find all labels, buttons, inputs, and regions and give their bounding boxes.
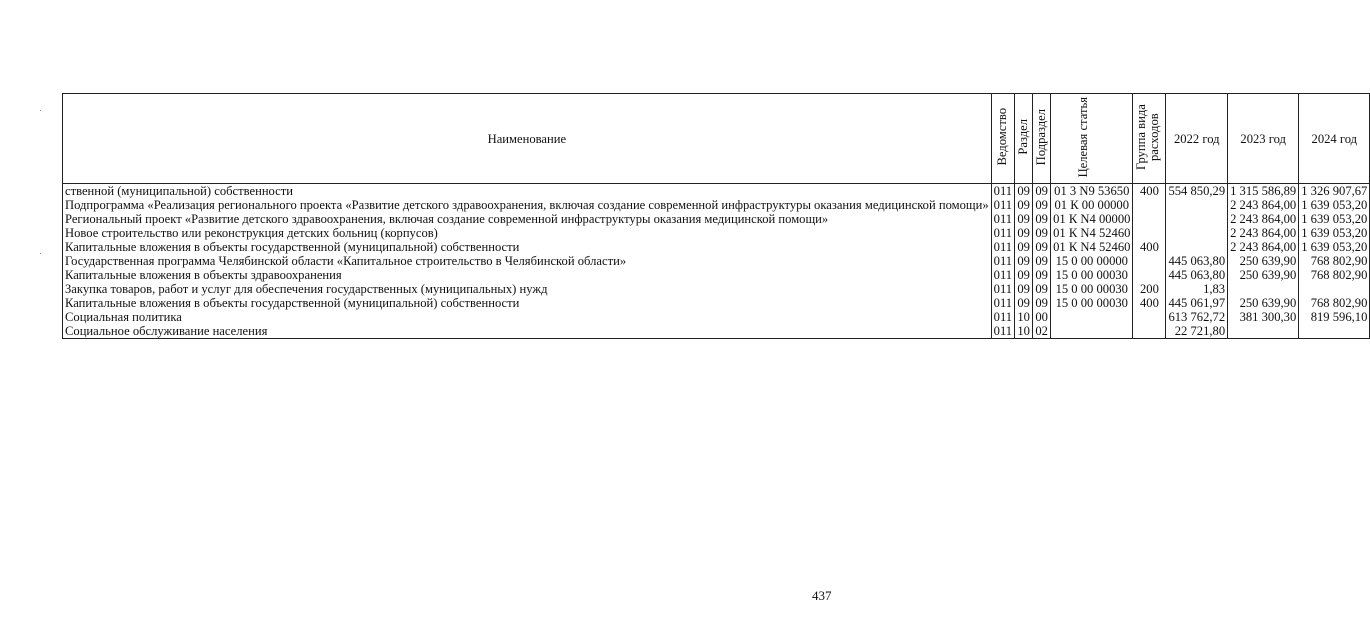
row-razdel: 09 [1015, 282, 1033, 296]
header-2023: 2023 год [1228, 94, 1299, 184]
row-2022 [1166, 226, 1228, 240]
row-2022: 445 063,80 [1166, 254, 1228, 268]
row-group [1133, 310, 1166, 324]
row-vedomstvo: 011 [991, 254, 1014, 268]
row-target: 15 0 00 00000 [1051, 254, 1133, 268]
row-2024: 1 326 907,67 [1299, 184, 1370, 199]
row-2022 [1166, 212, 1228, 226]
row-name: Региональный проект «Развитие детского здравоохранения, включая создание современной инфраструктуры оказания медицинской помощи» [63, 212, 992, 226]
row-2024: 768 802,90 [1299, 254, 1370, 268]
row-vedomstvo: 011 [991, 310, 1014, 324]
row-target: 01 К N4 52460 [1051, 226, 1133, 240]
row-2022 [1166, 240, 1228, 254]
row-name: Капитальные вложения в объекты государственной (муниципальной) собственности [63, 296, 992, 310]
table-header-row [63, 94, 1370, 184]
row-2023: 2 243 864,00 [1228, 198, 1299, 212]
table-row [63, 282, 1370, 296]
row-razdel: 10 [1015, 310, 1033, 324]
row-2022: 22 721,80 [1166, 324, 1228, 339]
row-name: Подпрограмма «Реализация регионального проекта «Развитие детского здравоохранения, включая создание современной инфраструктуры оказания медицинской помощи» [63, 198, 992, 212]
row-target [1051, 310, 1133, 324]
row-2022: 445 061,97 [1166, 296, 1228, 310]
header-2024: 2024 год [1299, 94, 1370, 184]
row-razdel: 09 [1015, 198, 1033, 212]
row-razdel: 09 [1015, 296, 1033, 310]
row-name: Государственная программа Челябинской области «Капитальное строительство в Челябинской области» [63, 254, 992, 268]
row-2022 [1166, 198, 1228, 212]
row-2022: 445 063,80 [1166, 268, 1228, 282]
scan-mark [40, 110, 41, 111]
row-vedomstvo: 011 [991, 212, 1014, 226]
row-name: Закупка товаров, работ и услуг для обеспечения государственных (муниципальных) нужд [63, 282, 992, 296]
row-target: 01 3 N9 53650 [1051, 184, 1133, 199]
row-group: 400 [1133, 240, 1166, 254]
page-number: 437 [812, 588, 832, 603]
table-row [63, 240, 1370, 254]
row-group [1133, 254, 1166, 268]
row-2022: 1,83 [1166, 282, 1228, 296]
row-2023 [1228, 282, 1299, 296]
row-podrazdel: 09 [1033, 198, 1051, 212]
row-2023: 1 315 586,89 [1228, 184, 1299, 199]
table-row [63, 226, 1370, 240]
table-row [63, 184, 1370, 199]
row-2023: 2 243 864,00 [1228, 240, 1299, 254]
row-2024: 1 639 053,20 [1299, 240, 1370, 254]
row-podrazdel: 09 [1033, 212, 1051, 226]
row-podrazdel: 09 [1033, 226, 1051, 240]
budget-table [62, 93, 1370, 339]
row-2022: 554 850,29 [1166, 184, 1228, 199]
row-group: 400 [1133, 184, 1166, 199]
table-row [63, 310, 1370, 324]
row-target: 15 0 00 00030 [1051, 296, 1133, 310]
row-target: 01 К N4 52460 [1051, 240, 1133, 254]
row-group [1133, 324, 1166, 339]
row-2024: 1 639 053,20 [1299, 226, 1370, 240]
row-group [1133, 212, 1166, 226]
row-razdel: 09 [1015, 254, 1033, 268]
row-podrazdel: 02 [1033, 324, 1051, 339]
header-group: Группа вида расходов [1133, 94, 1166, 184]
row-2022: 613 762,72 [1166, 310, 1228, 324]
row-razdel: 09 [1015, 268, 1033, 282]
row-razdel: 09 [1015, 212, 1033, 226]
row-2024: 1 639 053,20 [1299, 212, 1370, 226]
row-vedomstvo: 011 [991, 282, 1014, 296]
row-group [1133, 226, 1166, 240]
row-2024: 819 596,10 [1299, 310, 1370, 324]
row-name: Социальная политика [63, 310, 992, 324]
row-2024 [1299, 282, 1370, 296]
row-2024: 1 639 053,20 [1299, 198, 1370, 212]
row-2023: 250 639,90 [1228, 296, 1299, 310]
row-2024: 768 802,90 [1299, 296, 1370, 310]
row-group [1133, 198, 1166, 212]
row-2024 [1299, 324, 1370, 339]
row-podrazdel: 09 [1033, 240, 1051, 254]
row-name: Социальное обслуживание населения [63, 324, 992, 339]
row-name: ственной (муниципальной) собственности [63, 184, 992, 199]
row-2023: 2 243 864,00 [1228, 226, 1299, 240]
row-name: Капитальные вложения в объекты государственной (муниципальной) собственности [63, 240, 992, 254]
row-razdel: 09 [1015, 240, 1033, 254]
row-vedomstvo: 011 [991, 184, 1014, 199]
row-target: 01 К 00 00000 [1051, 198, 1133, 212]
table-row [63, 212, 1370, 226]
row-target [1051, 324, 1133, 339]
header-target: Целевая статья [1051, 94, 1133, 184]
row-2023: 381 300,30 [1228, 310, 1299, 324]
row-razdel: 10 [1015, 324, 1033, 339]
header-razdel: Раздел [1015, 94, 1033, 184]
row-2023: 250 639,90 [1228, 268, 1299, 282]
row-vedomstvo: 011 [991, 324, 1014, 339]
row-razdel: 09 [1015, 226, 1033, 240]
table-row [63, 198, 1370, 212]
row-podrazdel: 09 [1033, 296, 1051, 310]
table-row [63, 268, 1370, 282]
row-name: Капитальные вложения в объекты здравоохранения [63, 268, 992, 282]
header-vedomstvo: Ведомство [991, 94, 1014, 184]
row-2024: 768 802,90 [1299, 268, 1370, 282]
row-vedomstvo: 011 [991, 268, 1014, 282]
header-2022: 2022 год [1166, 94, 1228, 184]
row-2023 [1228, 324, 1299, 339]
row-vedomstvo: 011 [991, 198, 1014, 212]
table-body [63, 184, 1370, 339]
row-target: 15 0 00 00030 [1051, 282, 1133, 296]
table-row [63, 296, 1370, 310]
table-row [63, 324, 1370, 339]
table-row [63, 254, 1370, 268]
header-name: Наименование [63, 94, 992, 184]
row-group [1133, 268, 1166, 282]
row-podrazdel: 09 [1033, 268, 1051, 282]
row-vedomstvo: 011 [991, 240, 1014, 254]
row-podrazdel: 09 [1033, 282, 1051, 296]
row-group: 400 [1133, 296, 1166, 310]
row-podrazdel: 00 [1033, 310, 1051, 324]
row-vedomstvo: 011 [991, 296, 1014, 310]
row-name: Новое строительство или реконструкция детских больниц (корпусов) [63, 226, 992, 240]
row-vedomstvo: 011 [991, 226, 1014, 240]
row-podrazdel: 09 [1033, 184, 1051, 199]
row-2023: 2 243 864,00 [1228, 212, 1299, 226]
row-target: 01 К N4 00000 [1051, 212, 1133, 226]
row-razdel: 09 [1015, 184, 1033, 199]
row-target: 15 0 00 00030 [1051, 268, 1133, 282]
header-podrazdel: Подраздел [1033, 94, 1051, 184]
row-group: 200 [1133, 282, 1166, 296]
scan-mark [40, 253, 41, 254]
row-2023: 250 639,90 [1228, 254, 1299, 268]
row-podrazdel: 09 [1033, 254, 1051, 268]
